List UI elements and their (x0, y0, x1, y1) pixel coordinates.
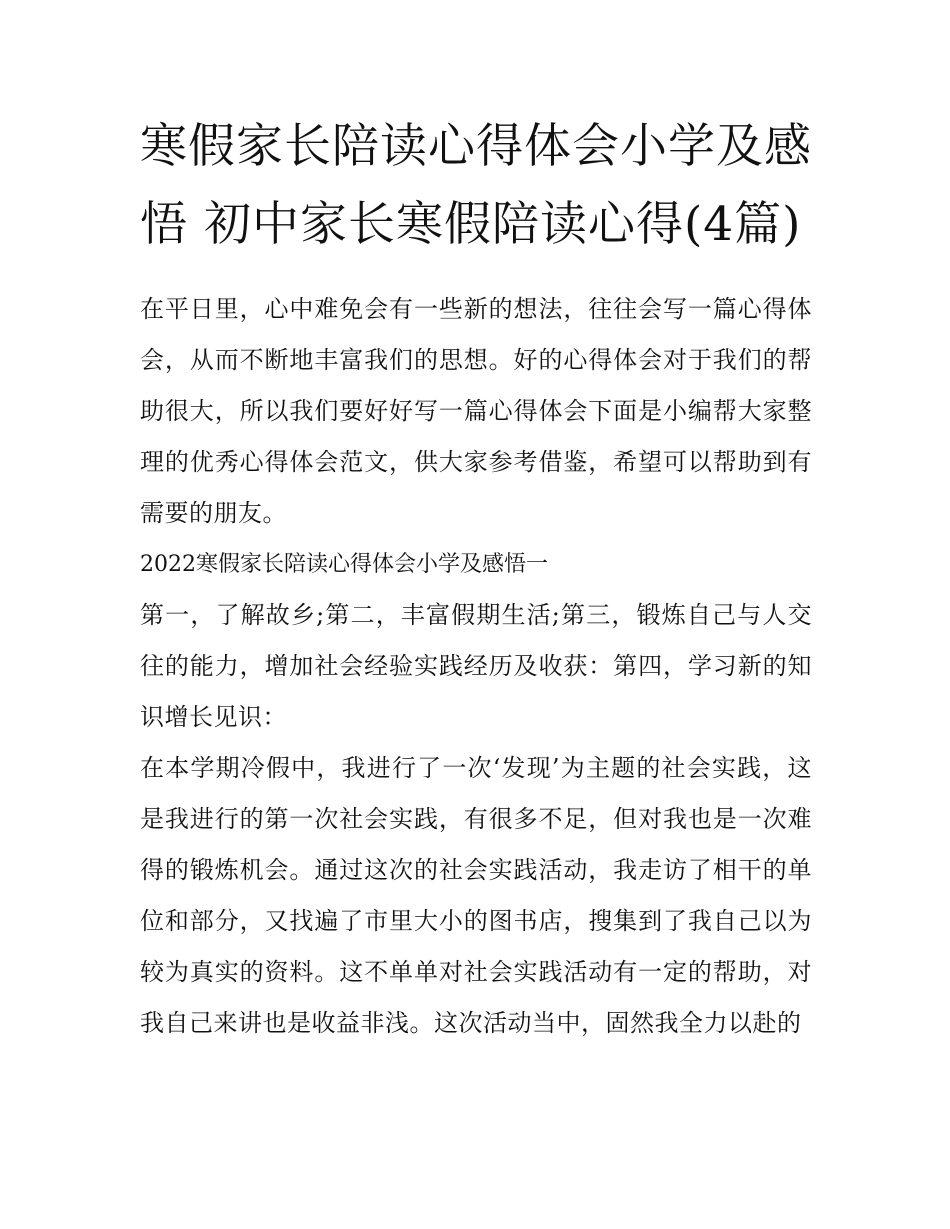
document-page (140, 108, 812, 1049)
document-title: 寒假家长陪读心得体会小学及感悟 初中家长寒假陪读心得(4篇) (140, 119, 812, 252)
section-heading: 2022寒假家长陪读心得体会小学及感悟一 (140, 552, 548, 577)
body-paragraph-2: 在本学期冷假中，我进行了一次‘发现’为主题的社会实践，这是我进行的第一次社会实践，有很多不足，但对我也是一次难得的锻炼机会。通过这次的社会实践活动，我走访了相干的单位和部分，又找遍了市里大小的图书店，搜集到了我自己以为较为真实的资料。这不单单对社会实践活动有一定的帮助，对我自己来讲也是收益非浅。这次活动当中，固然我全力以赴的 (140, 754, 812, 1037)
body-paragraph-1: 第一，了解故乡;第二，丰富假期生活;第三，锻炼自己与人交往的能力，增加社会经验实践经历及收获：第四，学习新的知识增长见识： (140, 601, 812, 731)
intro-paragraph: 在平日里，心中难免会有一些新的想法，往往会写一篇心得体会，从而不断地丰富我们的思想。好的心得体会对于我们的帮助很大，所以我们要好好写一篇心得体会下面是小编帮大家整理的优秀心得体会范文，供大家参考借鉴，希望可以帮助到有需要的朋友。 (140, 295, 812, 527)
